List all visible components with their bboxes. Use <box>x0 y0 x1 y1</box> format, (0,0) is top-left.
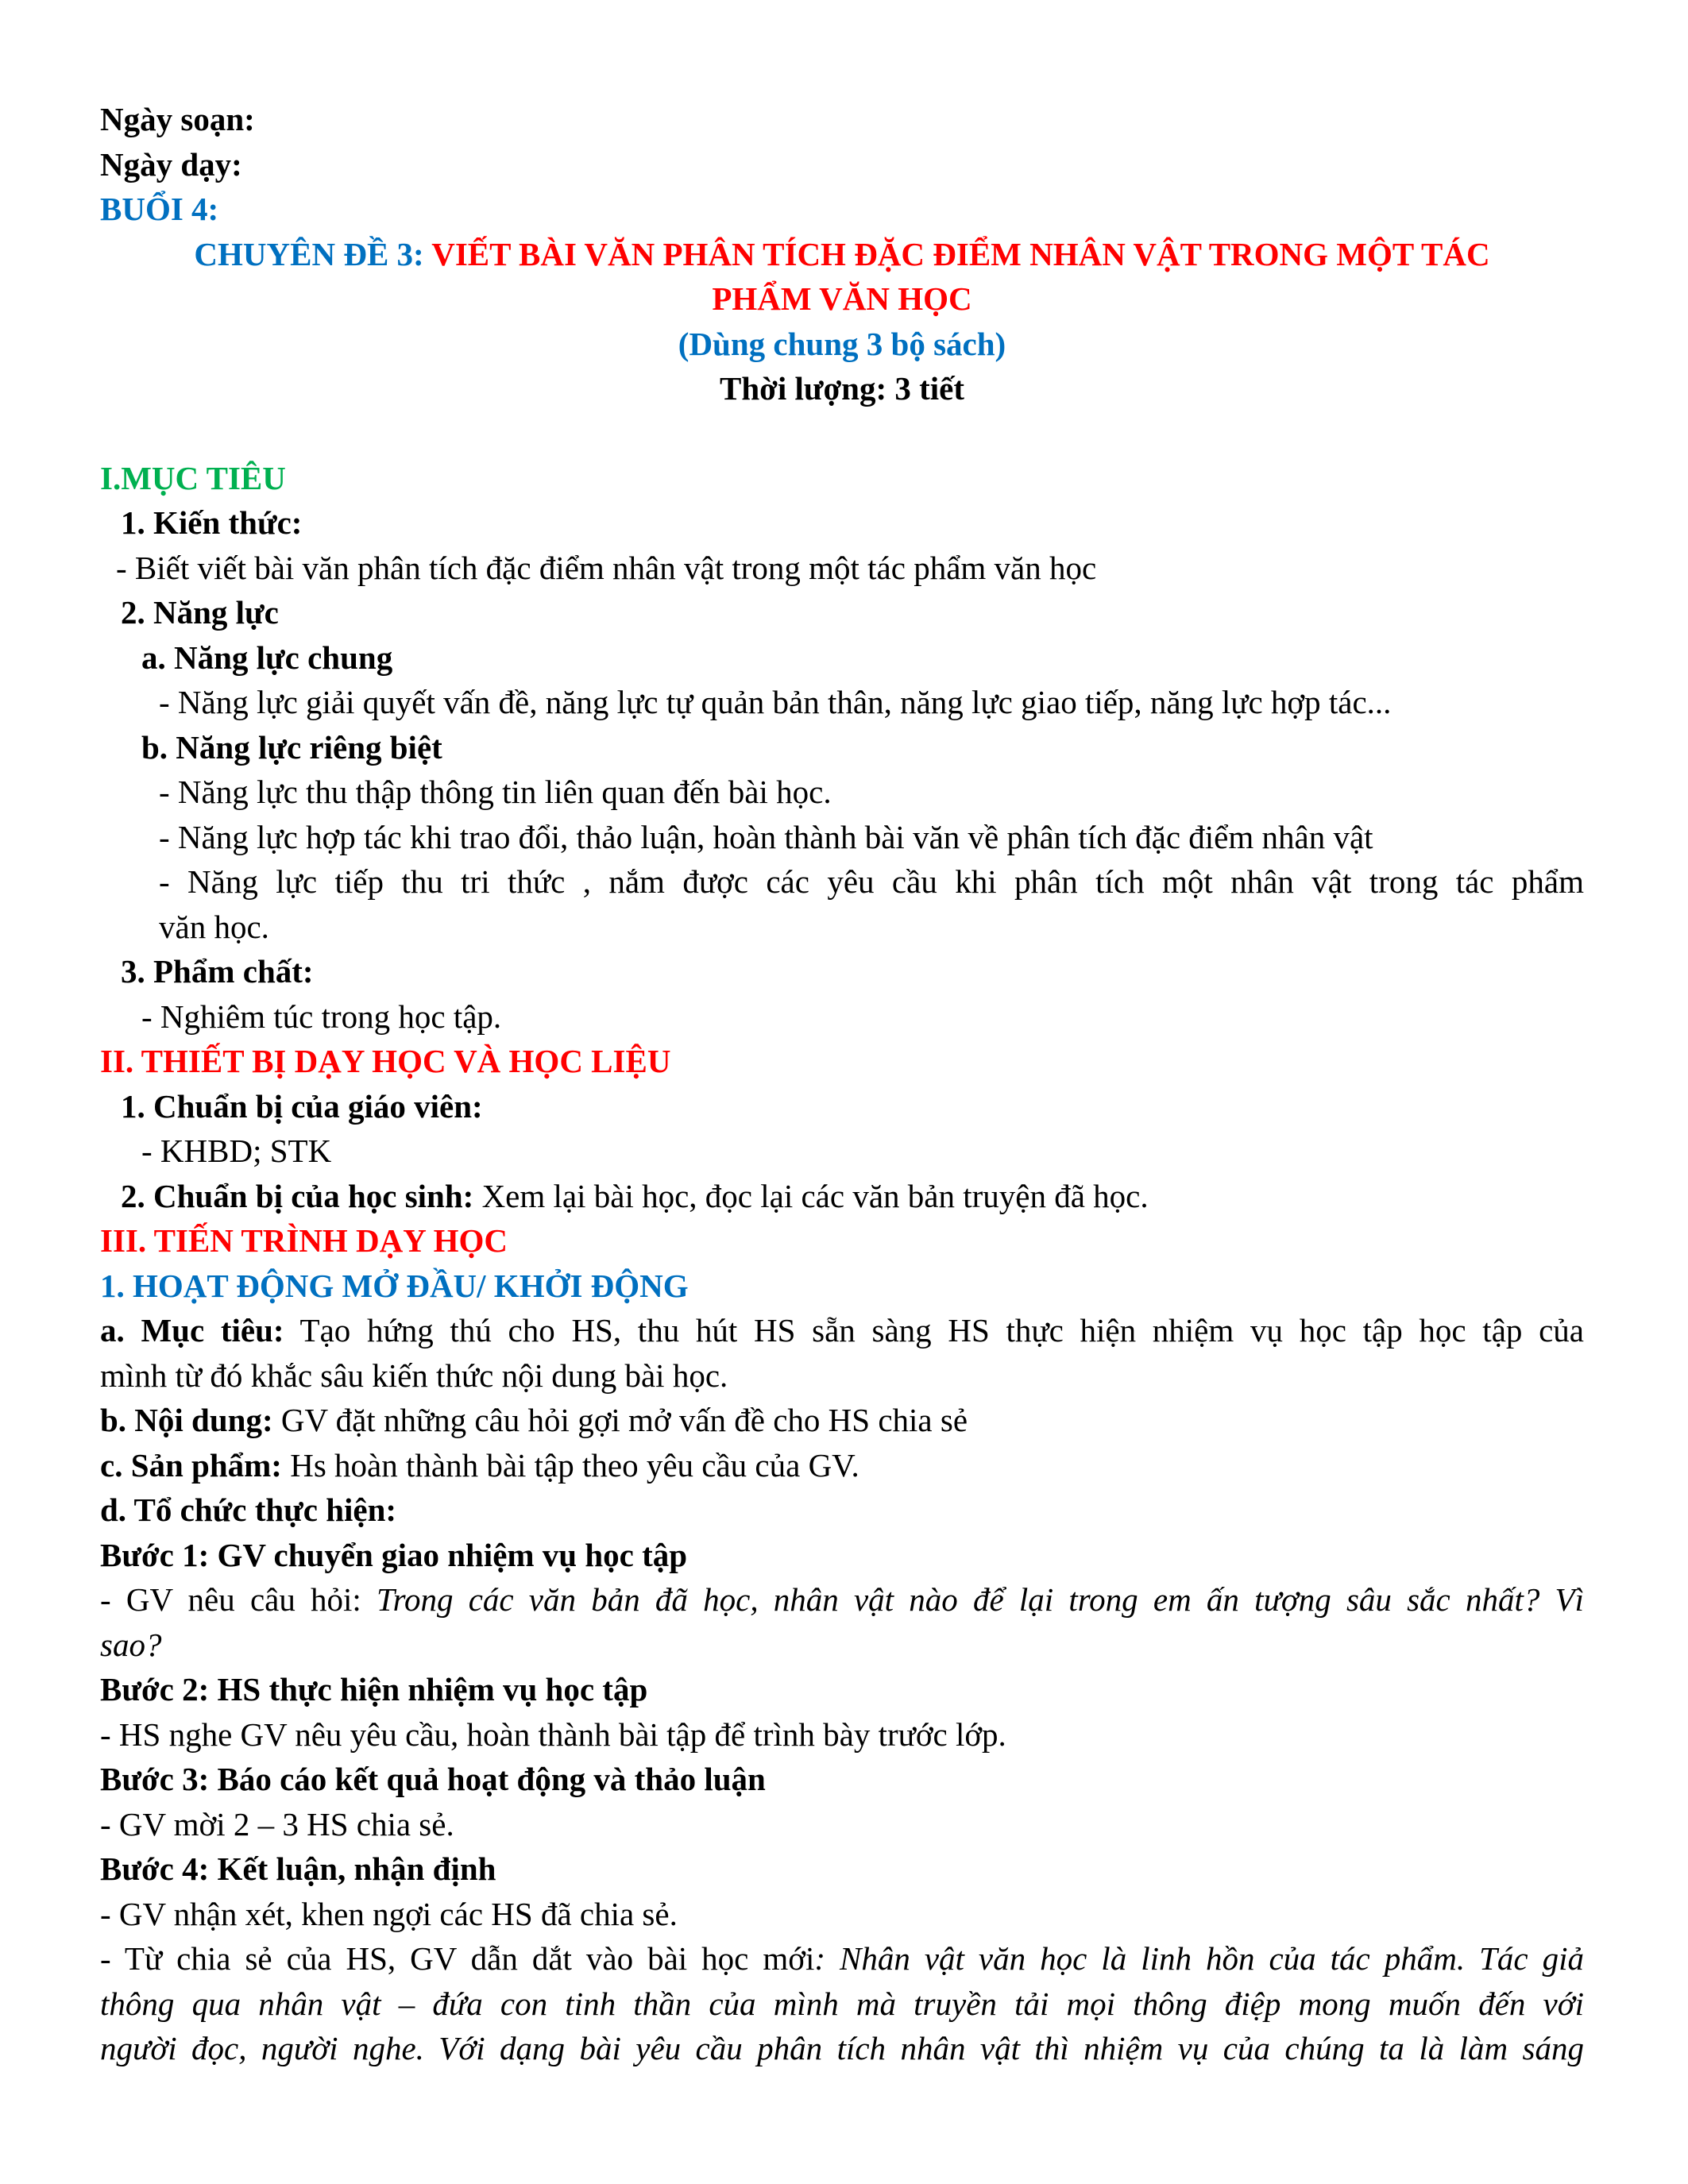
buoc-2-label: Bước 2: HS thực hiện nhiệm vụ học tập <box>100 1671 648 1707</box>
spacer <box>100 411 1584 456</box>
ngay-day-label: Ngày dạy: <box>100 145 242 183</box>
buoc-4-item-2-italic-1: : Nhân vật văn học là linh hồn của tác phẩm. Tác giả <box>814 1940 1584 1977</box>
chuyen-de-prefix: CHUYÊN ĐỀ 3: <box>194 235 432 272</box>
kien-thuc-label: 1. Kiến thức: <box>121 504 303 541</box>
noi-dung-label: b. Nội dung: <box>100 1402 273 1438</box>
buoc-2-item: - HS nghe GV nêu yêu cầu, hoàn thành bài tập để trình bày trước lớp. <box>100 1715 1006 1753</box>
san-pham-label: c. Sản phẩm: <box>100 1446 282 1484</box>
pham-chat-label: 3. Phẩm chất: <box>121 953 314 990</box>
chuan-bi-hs-text: Xem lại bài học, đọc lại các văn bản truyện đã học. <box>473 1177 1149 1214</box>
nang-luc-chung-label: a. Năng lực chung <box>141 639 393 676</box>
nang-luc-chung-item: - Năng lực giải quyết vấn đề, năng lực tự quản bản thân, năng lực giao tiếp, năng lực hợp tác... <box>159 684 1392 720</box>
san-pham-line <box>100 1443 1584 1488</box>
chuan-bi-gv-label: 1. Chuẩn bị của giáo viên: <box>121 1087 483 1125</box>
buoc-4-item-2-line-2: thông qua nhân vật – đứa con tinh thần của mình mà truyền tải mọi thông điệp mong muốn đến với <box>100 1985 1584 2022</box>
nang-luc-rieng-item-3b: văn học. <box>159 908 269 945</box>
buoc-1-question-1: Trong các văn bản đã học, nhân vật nào để lại trong em ấn tượng sâu sắc nhất? Vì <box>377 1581 1584 1618</box>
subtitle: (Dùng chung 3 bộ sách) <box>678 325 1006 362</box>
thoi-luong: Thời lượng: 3 tiết <box>719 370 965 407</box>
buoc-1-question-2: sao? <box>100 1626 162 1663</box>
noi-dung-text: GV đặt những câu hỏi gợi mở vấn đề cho HS chia sẻ <box>272 1402 968 1438</box>
chuyen-de-title-line-1 <box>100 232 1584 277</box>
nang-luc-rieng-item-1: - Năng lực thu thập thông tin liên quan đến bài học. <box>159 774 832 810</box>
buoc-4-label: Bước 4: Kết luận, nhận định <box>100 1850 496 1887</box>
buoi-label: BUỔI 4: <box>100 191 219 227</box>
nang-luc-label: 2. Năng lực <box>121 594 279 631</box>
buoc-4-item-2-line-1 <box>100 1936 1584 1981</box>
section-thiet-bi-heading: II. THIẾT BỊ DẠY HỌC VÀ HỌC LIỆU <box>100 1043 671 1079</box>
nang-luc-rieng-item-3a: - Năng lực tiếp thu tri thức , nắm được các yêu cầu khi phân tích một nhân vật trong tác phẩm <box>159 863 1584 900</box>
noi-dung-line <box>100 1398 1584 1443</box>
buoc-1-line-1 <box>100 1577 1584 1623</box>
section-tien-trinh-heading: III. TIẾN TRÌNH DẠY HỌC <box>100 1222 508 1259</box>
buoc-4-item-2-line-3: người đọc, người nghe. Với dạng bài yêu cầu phân tích nhân vật thì nhiệm vụ của chúng ta là làm sáng <box>100 2030 1584 2066</box>
pham-chat-item: - Nghiêm túc trong học tập. <box>141 997 502 1035</box>
kien-thuc-item: - Biết viết bài văn phân tích đặc điểm nhân vật trong một tác phẩm văn học <box>116 549 1097 586</box>
muc-tieu-line-1 <box>100 1308 1584 1353</box>
muc-tieu-text-1: Tạo hứng thú cho HS, thu hút HS sẵn sàng HS thực hiện nhiệm vụ học tập học tập của <box>284 1312 1585 1349</box>
buoc-4-item-2-prefix: - Từ chia sẻ của HS, GV dẫn dắt vào bài học mới <box>100 1940 815 1977</box>
chuyen-de-title-1: VIẾT BÀI VĂN PHÂN TÍCH ĐẶC ĐIỂM NHÂN VẬT TRONG MỘT TÁC <box>431 235 1490 272</box>
chuan-bi-hs-label: 2. Chuẩn bị của học sinh: <box>121 1177 474 1214</box>
document-page <box>100 97 1584 2071</box>
hoat-dong-1-heading: 1. HOẠT ĐỘNG MỞ ĐẦU/ KHỞI ĐỘNG <box>100 1267 689 1304</box>
chuan-bi-gv-item: - KHBD; STK <box>141 1133 332 1169</box>
nang-luc-rieng-label: b. Năng lực riêng biệt <box>141 728 442 766</box>
buoc-1-label: Bước 1: GV chuyển giao nhiệm vụ học tập <box>100 1536 688 1573</box>
san-pham-text: Hs hoàn thành bài tập theo yêu cầu của GV. <box>281 1446 859 1484</box>
buoc-1-prefix: - GV nêu câu hỏi: <box>100 1581 377 1618</box>
nang-luc-rieng-item-2: - Năng lực hợp tác khi trao đổi, thảo luận, hoàn thành bài văn về phân tích đặc điểm nhân vật <box>159 818 1373 855</box>
ngay-soan-label: Ngày soạn: <box>100 101 255 137</box>
chuyen-de-title-2: PHẨM VĂN HỌC <box>712 280 972 317</box>
buoc-3-item: - GV mời 2 – 3 HS chia sẻ. <box>100 1805 454 1843</box>
to-chuc-label: d. Tổ chức thực hiện: <box>100 1491 397 1528</box>
chuan-bi-hs-line <box>100 1174 1584 1219</box>
buoc-3-label: Bước 3: Báo cáo kết quả hoạt động và thảo luận <box>100 1761 766 1797</box>
buoc-4-item-1: - GV nhận xét, khen ngợi các HS đã chia sẻ. <box>100 1895 678 1932</box>
muc-tieu-line-2: mình từ đó khắc sâu kiến thức nội dung bài học. <box>100 1356 728 1394</box>
muc-tieu-label: a. Mục tiêu: <box>100 1312 284 1349</box>
section-muc-tieu-heading: I.MỤC TIÊU <box>100 459 286 496</box>
